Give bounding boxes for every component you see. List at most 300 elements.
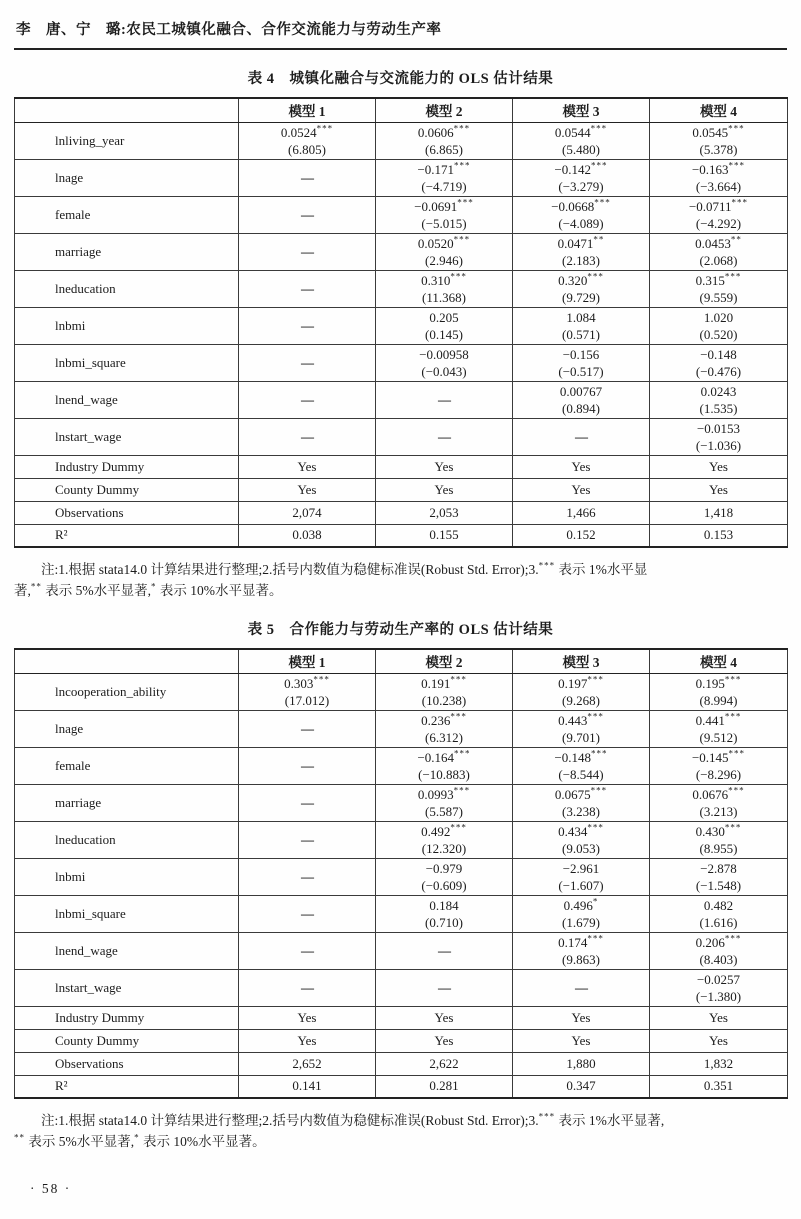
value-cell [239, 673, 376, 710]
value-cell: 0.351 [650, 1075, 788, 1098]
row-label: lnage [15, 159, 239, 196]
not-included-dash: — [301, 428, 313, 444]
value-cell [376, 344, 513, 381]
row-label: lnend_wage [15, 932, 239, 969]
value-cell [239, 858, 376, 895]
not-included-dash: — [301, 794, 313, 810]
table-row [15, 524, 788, 547]
table-row [15, 501, 788, 524]
t-statistic: (0.894) [562, 400, 600, 416]
header-empty-cell [15, 649, 239, 673]
table-row [15, 1052, 788, 1075]
value-cell [650, 381, 788, 418]
model-column-header-4: 模型 4 [650, 98, 788, 122]
value-cell [513, 747, 650, 784]
value-cell [513, 710, 650, 747]
coefficient: −0.171*** [417, 160, 471, 177]
table5-container [14, 648, 787, 1099]
table4-section [14, 67, 787, 601]
value-cell [239, 122, 376, 159]
t-statistic: (−4.719) [421, 178, 467, 194]
value-cell [239, 159, 376, 196]
t-statistic: (−8.296) [695, 766, 742, 782]
significance-stars: *** [590, 785, 608, 796]
not-included-dash: — [301, 868, 313, 884]
coefficient: −0.0691*** [414, 197, 474, 214]
coefficient: 0.0520*** [417, 234, 471, 251]
row-label: lnbmi [15, 307, 239, 344]
t-statistic: (−3.664) [695, 178, 742, 194]
t-statistic: (8.403) [699, 951, 738, 967]
table-row [15, 821, 788, 858]
value-cell [239, 932, 376, 969]
value-cell [650, 858, 788, 895]
coefficient: −0.148 [700, 346, 737, 362]
coefficient: 0.195*** [695, 674, 742, 691]
value-cell [376, 969, 513, 1006]
value-cell [239, 233, 376, 270]
t-statistic: (0.145) [425, 326, 463, 342]
coefficient: 0.0993*** [417, 785, 471, 802]
significance-stars: *** [454, 748, 471, 759]
value-cell: Yes [239, 1029, 376, 1052]
significance-stars: *** [587, 271, 604, 282]
significance-stars: *** [450, 674, 467, 685]
significance-stars: *** [724, 674, 742, 685]
not-included-dash: — [575, 979, 587, 995]
not-included-dash: — [301, 391, 313, 407]
value-cell [650, 747, 788, 784]
value-cell: Yes [513, 1006, 650, 1029]
value-cell [650, 122, 788, 159]
model-column-header-1: 模型 1 [239, 98, 376, 122]
significance-stars: *** [591, 160, 608, 171]
t-statistic: (9.863) [562, 951, 600, 967]
coefficient: 0.0243 [700, 383, 737, 399]
significance-stars: *** [450, 711, 467, 722]
table-row [15, 381, 788, 418]
coefficient: −2.961 [562, 860, 600, 876]
t-statistic: (−5.015) [421, 215, 467, 231]
coefficient: 0.236*** [421, 711, 467, 728]
t-statistic: (1.679) [562, 914, 600, 930]
value-cell [376, 233, 513, 270]
value-cell: 2,622 [376, 1052, 513, 1075]
value-cell: Yes [376, 1029, 513, 1052]
row-label: Observations [15, 501, 239, 524]
t-statistic: (10.238) [421, 692, 467, 708]
t-statistic: (−1.548) [695, 877, 742, 893]
row-label: Industry Dummy [15, 1006, 239, 1029]
coefficient: −0.145*** [691, 748, 746, 765]
value-cell [376, 747, 513, 784]
table-row [15, 1075, 788, 1098]
t-statistic: (−3.279) [558, 178, 604, 194]
value-cell [513, 270, 650, 307]
significance-stars: *** [453, 785, 471, 796]
row-label: lnstart_wage [15, 418, 239, 455]
coefficient: 1.020 [703, 309, 734, 325]
row-label: lnbmi_square [15, 895, 239, 932]
coefficient: −0.0668*** [551, 197, 611, 214]
row-label: lnstart_wage [15, 969, 239, 1006]
value-cell [239, 710, 376, 747]
t-statistic: (0.571) [562, 326, 600, 342]
coefficient: −0.164*** [417, 748, 471, 765]
table5-note: 注:1.根据 stata14.0 计算结果进行整理;2.括号内数值为稳健标准误(Robust Std. Error);3.*** 表示 1%水平显著, ** 表示 5%水平显著,* 表示 10%水平显著。 [14, 1111, 665, 1149]
coefficient: −0.0153 [696, 420, 741, 436]
row-label: R² [15, 1075, 239, 1098]
not-included-dash: — [301, 169, 313, 185]
value-cell [513, 821, 650, 858]
table5 [14, 648, 788, 1099]
t-statistic: (3.213) [699, 803, 738, 819]
t-statistic: (6.805) [288, 141, 326, 157]
t-statistic: (−8.544) [558, 766, 604, 782]
significance-stars: *** [450, 271, 467, 282]
value-cell [239, 784, 376, 821]
coefficient: 0.492*** [421, 822, 467, 839]
value-cell: 2,652 [239, 1052, 376, 1075]
coefficient: 0.184 [429, 897, 459, 913]
table-header-row [15, 649, 788, 673]
value-cell: 0.155 [376, 524, 513, 547]
table-row [15, 969, 788, 1006]
t-statistic: (9.268) [562, 692, 600, 708]
value-cell [239, 381, 376, 418]
coefficient: 0.482 [703, 897, 734, 913]
table-row [15, 932, 788, 969]
significance-stars: *** [454, 160, 471, 171]
significance-stars: *** [538, 560, 556, 571]
value-cell [513, 344, 650, 381]
row-label: County Dummy [15, 478, 239, 501]
t-statistic: (−0.043) [421, 363, 467, 379]
t-statistic: (−4.292) [695, 215, 742, 231]
value-cell [376, 418, 513, 455]
page-number: · 58 · [30, 1181, 72, 1196]
value-cell [376, 270, 513, 307]
row-label: female [15, 747, 239, 784]
row-label: County Dummy [15, 1029, 239, 1052]
coefficient: 0.320*** [558, 271, 604, 288]
table-header-row [15, 98, 788, 122]
t-statistic: (9.053) [562, 840, 600, 856]
significance-stars: *** [313, 674, 330, 685]
significance-stars: *** [728, 160, 746, 171]
t-statistic: (3.238) [562, 803, 600, 819]
t-statistic: (−1.036) [695, 437, 742, 453]
row-label: lnend_wage [15, 381, 239, 418]
t-statistic: (−0.609) [421, 877, 467, 893]
coefficient: 0.174*** [558, 933, 604, 950]
not-included-dash: — [438, 391, 450, 407]
value-cell [513, 418, 650, 455]
not-included-dash: — [301, 942, 313, 958]
significance-stars: *** [450, 822, 467, 833]
value-cell [239, 196, 376, 233]
coefficient: 0.0471** [557, 234, 605, 251]
table4-title: 表 4 城镇化融合与交流能力的 OLS 估计结果 [247, 71, 554, 87]
value-cell [376, 821, 513, 858]
table-row [15, 418, 788, 455]
t-statistic: (9.559) [699, 289, 738, 305]
coefficient: 0.496* [563, 896, 599, 913]
value-cell [376, 307, 513, 344]
significance-stars: * [134, 1132, 140, 1143]
table5-section [14, 618, 787, 1152]
table-row [15, 478, 788, 501]
value-cell [650, 233, 788, 270]
significance-stars: *** [724, 822, 742, 833]
model-column-header-2: 模型 2 [376, 649, 513, 673]
value-cell [376, 895, 513, 932]
table-row [15, 1006, 788, 1029]
value-cell: Yes [513, 478, 650, 501]
table-row [15, 159, 788, 196]
t-statistic: (−0.517) [558, 363, 604, 379]
significance-stars: *** [587, 674, 604, 685]
significance-stars: *** [453, 234, 471, 245]
row-label: Observations [15, 1052, 239, 1075]
value-cell: 1,832 [650, 1052, 788, 1075]
running-header-text: 李 唐、宁 璐:农民工城镇化融合、合作交流能力与劳动生产率 [16, 22, 442, 38]
coefficient: −0.148*** [554, 748, 608, 765]
significance-stars: *** [728, 785, 745, 796]
significance-stars: *** [538, 1111, 556, 1122]
table-row [15, 784, 788, 821]
coefficient: 0.310*** [421, 271, 467, 288]
significance-stars: *** [453, 123, 471, 134]
value-cell [513, 307, 650, 344]
value-cell [650, 710, 788, 747]
value-cell: 2,053 [376, 501, 513, 524]
value-cell [376, 159, 513, 196]
not-included-dash: — [301, 243, 313, 259]
coefficient: 0.00767 [559, 383, 603, 399]
value-cell [239, 747, 376, 784]
value-cell: Yes [376, 478, 513, 501]
t-statistic: (5.378) [699, 141, 738, 157]
coefficient: 0.0453** [695, 234, 742, 251]
not-included-dash: — [301, 280, 313, 296]
not-included-dash: — [438, 979, 450, 995]
value-cell: 0.038 [239, 524, 376, 547]
significance-stars: ** [30, 581, 42, 592]
t-statistic: (0.710) [425, 914, 463, 930]
row-label: R² [15, 524, 239, 547]
coefficient: −0.142*** [554, 160, 608, 177]
value-cell: Yes [239, 1006, 376, 1029]
table-row [15, 1029, 788, 1052]
coefficient: 0.205 [429, 309, 459, 325]
significance-stars: *** [316, 123, 334, 134]
value-cell [239, 344, 376, 381]
row-label: lnliving_year [15, 122, 239, 159]
table5-title: 表 5 合作能力与劳动生产率的 OLS 估计结果 [247, 622, 554, 638]
t-statistic: (6.865) [425, 141, 463, 157]
value-cell: Yes [376, 1006, 513, 1029]
value-cell [650, 159, 788, 196]
table-row [15, 307, 788, 344]
coefficient: 0.0675*** [554, 785, 608, 802]
t-statistic: (6.312) [425, 729, 463, 745]
value-cell: 1,880 [513, 1052, 650, 1075]
significance-stars: *** [724, 933, 742, 944]
value-cell: Yes [239, 455, 376, 478]
row-label: marriage [15, 784, 239, 821]
row-label: female [15, 196, 239, 233]
value-cell: Yes [513, 455, 650, 478]
not-included-dash: — [301, 831, 313, 847]
significance-stars: *** [724, 271, 742, 282]
value-cell [650, 344, 788, 381]
coefficient: 0.0544*** [554, 123, 608, 140]
value-cell [650, 895, 788, 932]
value-cell [513, 895, 650, 932]
table-row [15, 895, 788, 932]
significance-stars: ** [730, 234, 742, 245]
running-header [14, 14, 787, 50]
significance-stars: *** [587, 933, 604, 944]
value-cell: 0.152 [513, 524, 650, 547]
coefficient: 0.0606*** [417, 123, 471, 140]
significance-stars: *** [587, 822, 604, 833]
coefficient: −0.979 [425, 860, 463, 876]
table-row [15, 673, 788, 710]
t-statistic: (−1.380) [695, 988, 742, 1004]
value-cell: 1,418 [650, 501, 788, 524]
significance-stars: *** [728, 748, 746, 759]
significance-stars: * [151, 581, 157, 592]
coefficient: −0.0711*** [688, 197, 749, 214]
table-row [15, 122, 788, 159]
table-row [15, 710, 788, 747]
value-cell: 2,074 [239, 501, 376, 524]
value-cell: Yes [650, 478, 788, 501]
coefficient: 0.315*** [695, 271, 742, 288]
value-cell: Yes [650, 1006, 788, 1029]
coefficient: 0.0524*** [280, 123, 334, 140]
model-column-header-1: 模型 1 [239, 649, 376, 673]
t-statistic: (5.587) [425, 803, 463, 819]
value-cell [513, 784, 650, 821]
row-label: lneducation [15, 270, 239, 307]
value-cell: 0.153 [650, 524, 788, 547]
coefficient: −0.0257 [696, 971, 741, 987]
significance-stars: *** [724, 711, 742, 722]
table-row [15, 196, 788, 233]
value-cell [376, 122, 513, 159]
coefficient: 0.197*** [558, 674, 604, 691]
value-cell [513, 196, 650, 233]
t-statistic: (−0.476) [695, 363, 742, 379]
not-included-dash: — [301, 206, 313, 222]
significance-stars: *** [731, 197, 749, 208]
coefficient: 0.441*** [695, 711, 742, 728]
not-included-dash: — [301, 720, 313, 736]
significance-stars: * [592, 896, 599, 907]
not-included-dash: — [301, 757, 313, 773]
row-label: lnage [15, 710, 239, 747]
model-column-header-3: 模型 3 [513, 649, 650, 673]
row-label: lncooperation_ability [15, 673, 239, 710]
value-cell: Yes [513, 1029, 650, 1052]
significance-stars: *** [728, 123, 745, 134]
value-cell [376, 932, 513, 969]
t-statistic: (−10.883) [418, 766, 470, 782]
value-cell [513, 381, 650, 418]
t-statistic: (9.512) [699, 729, 738, 745]
row-label: marriage [15, 233, 239, 270]
table4 [14, 97, 788, 548]
value-cell [376, 858, 513, 895]
table-row [15, 455, 788, 478]
value-cell [376, 784, 513, 821]
value-cell: 0.281 [376, 1075, 513, 1098]
value-cell: 0.141 [239, 1075, 376, 1098]
coefficient: 0.191*** [421, 674, 467, 691]
coefficient: 0.434*** [558, 822, 604, 839]
value-cell [650, 307, 788, 344]
value-cell [376, 710, 513, 747]
model-column-header-4: 模型 4 [650, 649, 788, 673]
t-statistic: (1.535) [699, 400, 738, 416]
coefficient: −2.878 [700, 860, 737, 876]
t-statistic: (−1.607) [558, 877, 604, 893]
coefficient: 0.430*** [695, 822, 742, 839]
t-statistic: (9.701) [562, 729, 600, 745]
value-cell [513, 932, 650, 969]
not-included-dash: — [301, 354, 313, 370]
t-statistic: (2.183) [562, 252, 600, 268]
significance-stars: *** [594, 197, 611, 208]
value-cell [513, 159, 650, 196]
table-row [15, 858, 788, 895]
coefficient: 0.206*** [695, 933, 742, 950]
value-cell [513, 969, 650, 1006]
value-cell [239, 969, 376, 1006]
not-included-dash: — [301, 905, 313, 921]
t-statistic: (8.994) [699, 692, 738, 708]
model-column-header-3: 模型 3 [513, 98, 650, 122]
value-cell [513, 122, 650, 159]
t-statistic: (12.320) [421, 840, 467, 856]
coefficient: 1.084 [566, 309, 596, 325]
table-row [15, 233, 788, 270]
significance-stars: *** [590, 123, 608, 134]
significance-stars: ** [14, 1132, 25, 1143]
coefficient: −0.163*** [691, 160, 746, 177]
value-cell [650, 673, 788, 710]
value-cell [650, 784, 788, 821]
t-statistic: (−4.089) [558, 215, 604, 231]
coefficient: −0.156 [562, 346, 600, 362]
row-label: lnbmi [15, 858, 239, 895]
value-cell [513, 233, 650, 270]
not-included-dash: — [301, 317, 313, 333]
table-row [15, 344, 788, 381]
table4-note: 注:1.根据 stata14.0 计算结果进行整理;2.括号内数值为稳健标准误(Robust Std. Error);3.*** 表示 1%水平显 著,** 表示 5%水平显著,* 表示 10%水平显著。 [14, 560, 648, 598]
value-cell [513, 673, 650, 710]
coefficient: −0.00958 [419, 346, 469, 362]
value-cell [239, 821, 376, 858]
t-statistic: (8.955) [699, 840, 738, 856]
value-cell: Yes [650, 1029, 788, 1052]
not-included-dash: — [438, 428, 450, 444]
not-included-dash: — [301, 979, 313, 995]
value-cell [239, 270, 376, 307]
